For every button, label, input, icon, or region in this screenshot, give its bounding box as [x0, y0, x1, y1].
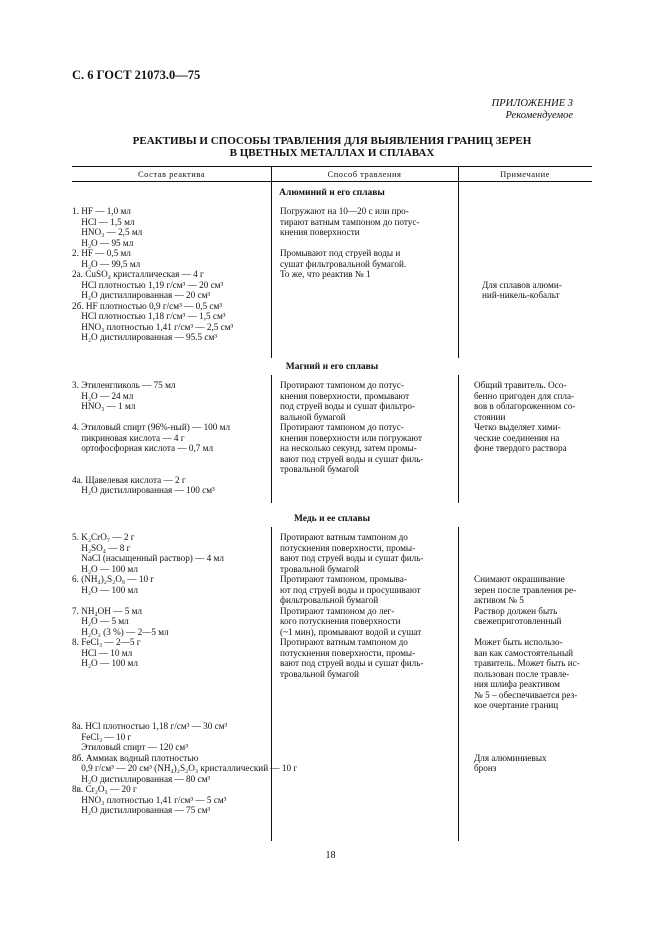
cell-line: тирают ватным тампоном до потус-: [280, 216, 420, 227]
cell-line: [474, 543, 592, 554]
cell-line: свежеприготовленный: [474, 616, 562, 626]
cell-line: фильтровальной бумагой: [280, 595, 379, 605]
cell-line: Протирают тампоном, промыва-: [280, 574, 407, 584]
cell-line: тровальной бумагой: [280, 668, 359, 679]
cell-line: [72, 711, 270, 722]
aluminium-notes: [482, 206, 592, 301]
cell-line: 4. Этиловый спирт (96%-ный) — 100 мл: [72, 422, 231, 432]
cell-line: [72, 700, 270, 711]
cell-line: [474, 721, 592, 732]
cell-line: 2. HF — 0,5 мл: [72, 248, 131, 258]
cell-line: [474, 742, 592, 753]
cell-line: 8. FeCl₃ — 2—5 г: [72, 637, 141, 647]
cell-line: HCl — 1,5 мл: [72, 216, 135, 227]
cell-line: 7. NH₄OH — 5 мл: [72, 605, 143, 616]
cell-line: Протирают тампоном до потус-: [280, 422, 404, 432]
cell-line: HNO₃ — 1 мл: [72, 401, 136, 411]
cell-line: кнения поверхности: [280, 227, 360, 237]
cell-line: тровальной бумагой: [280, 563, 359, 574]
cell-line: [474, 553, 592, 564]
cell-line: № 5 – обеспечивается рез-: [474, 689, 578, 700]
cell-line: [280, 238, 456, 249]
cell-line: [72, 454, 270, 465]
cell-line: кнения поверхности, промывают: [280, 390, 410, 401]
magnesium-notes: [474, 380, 592, 454]
cell-line: [482, 227, 592, 238]
cell-line: тровальной бумагой: [280, 464, 359, 474]
col-divider-2b: [458, 375, 459, 503]
cell-line: H₂O дистиллированная — 80 см³: [72, 773, 211, 784]
magnesium-methods: [280, 380, 456, 475]
cell-line: H₂O — 100 мл: [72, 584, 138, 595]
cell-line: Для сплавов алюми-: [482, 279, 562, 290]
col-divider-1c: [271, 527, 272, 841]
table-top-rule: [72, 166, 592, 167]
cell-line: под струей воды и сушат фильтро-: [280, 401, 416, 411]
cell-line: вальной бумагой: [280, 411, 346, 422]
cell-line: 0,9 г/см³ — 20 см³ (NH₄)₂S₂O₃ кристаллический — 10 г: [72, 763, 298, 773]
cell-line: [482, 217, 592, 228]
cell-line: Протирают ватным тампоном до: [280, 532, 408, 542]
cell-line: Для алюминиевых: [474, 752, 547, 763]
cell-line: HNO₃ — 2,5 мл: [72, 227, 143, 237]
cell-line: Протирают тампоном до потус-: [280, 380, 404, 390]
cell-line: H₂O — 100 мл: [72, 563, 138, 574]
cell-line: 1. HF — 1,0 мл: [72, 206, 131, 216]
cell-line: травитель. Может быть ис-: [474, 658, 580, 668]
document-header: С. 6 ГОСТ 21073.0—75: [72, 68, 201, 82]
cell-line: H₂O — 24 мл: [72, 390, 134, 401]
cell-line: H₂O — 5 мл: [72, 616, 129, 626]
cell-line: [482, 269, 592, 280]
page-number: 18: [325, 850, 336, 861]
cell-line: активом № 5: [474, 595, 524, 605]
cell-line: Погружают на 10—20 с или про-: [280, 206, 409, 216]
cell-line: ют под струей воды и просушивают: [280, 584, 421, 595]
cell-line: [474, 627, 592, 638]
cell-line: HCl — 10 мл: [72, 647, 133, 658]
cell-line: пользован после травле-: [474, 668, 570, 679]
cell-line: NaCl (насыщенный раствор) — 4 мл: [72, 553, 224, 563]
col-head-method: Способ травления: [327, 169, 402, 179]
cell-line: FeCl₃ — 10 г: [72, 731, 132, 742]
cell-line: 8в. Cr₂O₃ — 20 г: [72, 784, 137, 794]
cell-line: 4а. Щавелевая кислота — 2 г: [72, 474, 186, 485]
cell-line: H₂O дистиллированная — 75 см³: [72, 805, 211, 815]
cell-line: H₂O дистиллированная — 20 см³: [72, 290, 211, 300]
cell-line: Раствор должен быть: [474, 605, 558, 616]
copper-methods: [280, 532, 456, 679]
col-divider-1b: [271, 375, 272, 503]
cell-line: H₂O — 99,5 мл: [72, 258, 141, 269]
cell-line: [72, 464, 270, 475]
cell-line: [72, 669, 270, 680]
cell-line: ния шлифа реактивом: [474, 679, 560, 689]
table-title: [72, 135, 592, 159]
cell-line: 3. Этиленгликоль — 75 мл: [72, 380, 176, 390]
cell-line: (~1 мин), промывают водой и сушат: [280, 626, 422, 637]
cell-line: сушат фильтровальной бумагой.: [280, 258, 407, 269]
cell-line: зерен после травления ре-: [474, 584, 577, 595]
cell-line: H₂O дистиллированная — 100 см³: [72, 485, 215, 495]
cell-line: HCl плотностью 1,19 г/см³ — 20 см³: [72, 279, 224, 290]
col-divider-2c: [458, 527, 459, 841]
section-title-magnesium: Магний и его сплавы: [285, 362, 379, 372]
table-head-rule: [72, 181, 592, 182]
appendix-label: ПРИЛОЖЕНИЕ 3: [491, 98, 573, 109]
cell-line: ческие соединения на: [474, 432, 560, 443]
cell-line: вают под струей воды и сушат филь-: [280, 553, 424, 563]
section-title-copper: Медь и ее сплавы: [293, 514, 371, 524]
cell-line: H₂SO₄ — 8 г: [72, 542, 131, 553]
cell-line: [482, 248, 592, 259]
section-title-aluminium: Алюминий и его сплавы: [279, 188, 385, 198]
cell-line: H₂O — 100 мл: [72, 658, 138, 668]
cell-line: 8б. Аммиак водный плотностью: [72, 752, 199, 763]
cell-line: 2б. HF плотностью 0,9 г/см³ — 0,5 см³: [72, 300, 223, 311]
cell-line: [72, 690, 270, 701]
cell-line: Снимают окрашивание: [474, 574, 565, 584]
cell-line: H₂O — 95 мл: [72, 237, 134, 248]
cell-line: пикриновая кислота — 4 г: [72, 432, 185, 443]
cell-line: Может быть использо-: [474, 637, 563, 647]
cell-line: ний-никель-кобальт: [482, 290, 560, 300]
cell-line: Промывают под струей воды и: [280, 248, 401, 258]
cell-line: H₂O₂ (3 %) — 2—5 мл: [72, 626, 169, 637]
cell-line: кнения поверхности или погружают: [280, 432, 423, 443]
cell-line: HNO₃ плотностью 1,41 г/см³ — 5 см³: [72, 794, 227, 805]
title-line-2: В ЦВЕТНЫХ МЕТАЛЛАХ И СПЛАВАХ: [229, 147, 435, 159]
aluminium-methods: [280, 206, 456, 280]
cell-line: потускнения поверхности, промы-: [280, 542, 416, 553]
aluminium-reagents: [72, 206, 270, 343]
cell-line: 5. K₂CrO₇ — 2 г: [72, 532, 135, 542]
cell-line: Протирают ватным тампоном до: [280, 637, 408, 647]
title-line-1: РЕАКТИВЫ И СПОСОБЫ ТРАВЛЕНИЯ ДЛЯ ВЫЯВЛЕНИЯ ГРАНИЦ ЗЕРЕН: [132, 135, 532, 147]
cell-line: [72, 412, 270, 423]
cell-line: бронз: [474, 763, 497, 773]
cell-line: [482, 238, 592, 249]
cell-line: Этиловый спирт — 120 см³: [72, 742, 188, 752]
cell-line: вают под струей воды и сушат филь-: [280, 453, 424, 464]
cell-line: 2а. CuSO₄ кристаллическая — 4 г: [72, 269, 204, 279]
cell-line: HNO₃ плотностью 1,41 г/см³ — 2,5 см³: [72, 321, 234, 332]
cell-line: потускнения поверхности, промы-: [280, 647, 416, 658]
cell-line: ван как самостоятельный: [474, 647, 574, 658]
cell-line: вов в облагороженном со-: [474, 401, 576, 411]
cell-line: Четко выделяет хими-: [474, 422, 561, 432]
magnesium-reagents: [72, 380, 270, 496]
cell-line: H₂O дистиллированная — 95.5 см³: [72, 332, 218, 342]
cell-line: кого потускнения поверхности: [280, 616, 401, 626]
cell-line: бенно пригоден для спла-: [474, 390, 575, 401]
cell-line: Протирают тампоном до лег-: [280, 605, 395, 616]
cell-line: фоне твердого раствора: [474, 443, 567, 453]
cell-line: [474, 532, 592, 543]
cell-line: ортофосфорная кислота — 0,7 мл: [72, 443, 214, 453]
cell-line: [474, 564, 592, 575]
cell-line: на несколько секунд, затем промы-: [280, 443, 417, 453]
copper-notes: [474, 532, 592, 774]
col-head-note: Примечание: [500, 169, 550, 179]
cell-line: [482, 259, 592, 270]
cell-line: [474, 732, 592, 743]
cell-line: вают под струей воды и сушат филь-: [280, 658, 424, 668]
col-head-composition: Состав реактива: [138, 169, 205, 179]
appendix-block: [492, 98, 573, 122]
cell-line: стоянии: [474, 411, 506, 422]
cell-line: Общий травитель. Осо-: [474, 380, 567, 390]
cell-line: 6. (NH₄)₂S₂O₈ — 10 г: [72, 574, 155, 584]
cell-line: [482, 206, 592, 217]
cell-line: [72, 595, 270, 606]
cell-line: [474, 711, 592, 722]
cell-line: [72, 679, 270, 690]
cell-line: кое очертание границ: [474, 700, 559, 710]
cell-line: 8а. HCl плотностью 1,18 г/см³ — 30 см³: [72, 721, 228, 731]
cell-line: То же, что реактив № 1: [280, 269, 371, 279]
appendix-note: Рекомендуемое: [505, 110, 573, 121]
cell-line: HCl плотностью 1,18 г/см³ — 1,5 см³: [72, 311, 226, 321]
copper-reagents: [72, 532, 298, 816]
